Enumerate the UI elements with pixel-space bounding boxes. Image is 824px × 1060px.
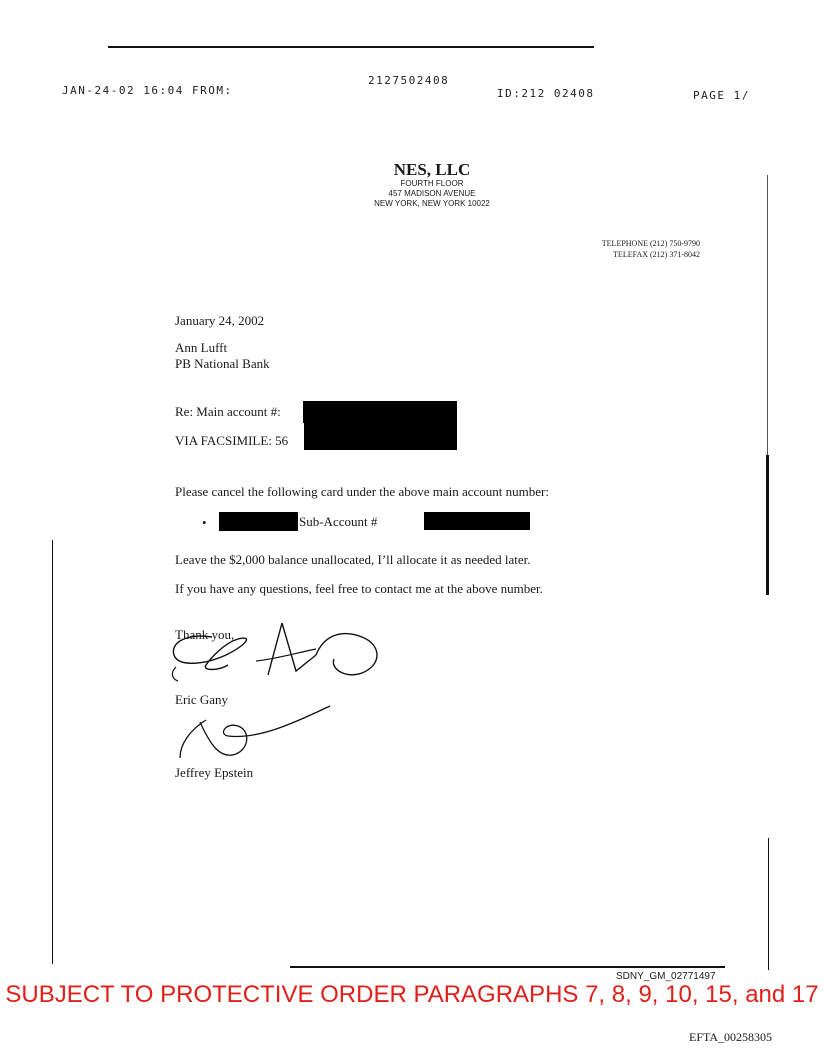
fax-page: PAGE 1/: [693, 89, 750, 102]
signature-eric-gany: [166, 615, 386, 685]
cancel-intro: Please cancel the following card under the above main account number:: [175, 484, 549, 499]
questions-line: If you have any questions, feel free to contact me at the above number.: [175, 581, 543, 596]
via-facsimile-label: VIA FACSIMILE: 56: [175, 433, 289, 448]
right-scan-mark: [766, 455, 769, 595]
telefax: TELEFAX (212) 371-8042: [613, 250, 700, 259]
redaction-facsimile-number: [304, 423, 457, 450]
contact-block: [540, 238, 700, 260]
bottom-rule: [290, 966, 725, 968]
bullet-item: [175, 512, 535, 534]
fax-datetime-from: JAN-24-02 16:04 FROM:: [62, 84, 233, 97]
signer-eric-gany: Eric Gany: [175, 692, 229, 707]
fax-id: ID:212 02408: [497, 87, 595, 100]
protective-order-notice: SUBJECT TO PROTECTIVE ORDER PARAGRAPHS 7, 8, 9, 10, 15, and 17: [5, 981, 819, 1008]
telephone: TELEPHONE (212) 750-9790: [601, 239, 700, 248]
recipient-bank: PB National Bank: [175, 356, 270, 371]
balance-line: Leave the $2,000 balance unallocated, I’ll allocate it as needed later.: [175, 552, 531, 567]
bullet-dot: •: [202, 515, 207, 530]
recipient-name: Ann Lufft: [175, 340, 228, 355]
top-rule: [108, 46, 594, 48]
sub-account-label: Sub-Account #: [299, 514, 378, 529]
signature-jeffrey-epstein: [170, 700, 340, 770]
redaction-card-name: [219, 512, 298, 531]
efta-number: EFTA_00258305: [689, 1030, 773, 1044]
re-main-account-label: Re: Main account #:: [175, 404, 281, 419]
redaction-main-account: [303, 401, 457, 423]
letterhead-city: NEW YORK, NEW YORK 10022: [374, 199, 490, 208]
right-scan-edge-lower: [768, 838, 769, 970]
redaction-sub-account: [424, 512, 530, 530]
letter-date: January 24, 2002: [175, 313, 265, 328]
letterhead: [320, 160, 544, 209]
fax-sender-number: 2127502408: [368, 74, 450, 87]
company-name: NES, LLC: [393, 160, 471, 179]
left-scan-edge: [52, 540, 53, 964]
signer-jeffrey-epstein: Jeffrey Epstein: [175, 765, 254, 780]
letterhead-street: 457 MADISON AVENUE: [388, 189, 476, 198]
bates-number: SDNY_GM_02771497: [616, 971, 716, 982]
letterhead-floor: FOURTH FLOOR: [400, 179, 464, 188]
closing: Thank you,: [175, 627, 235, 642]
